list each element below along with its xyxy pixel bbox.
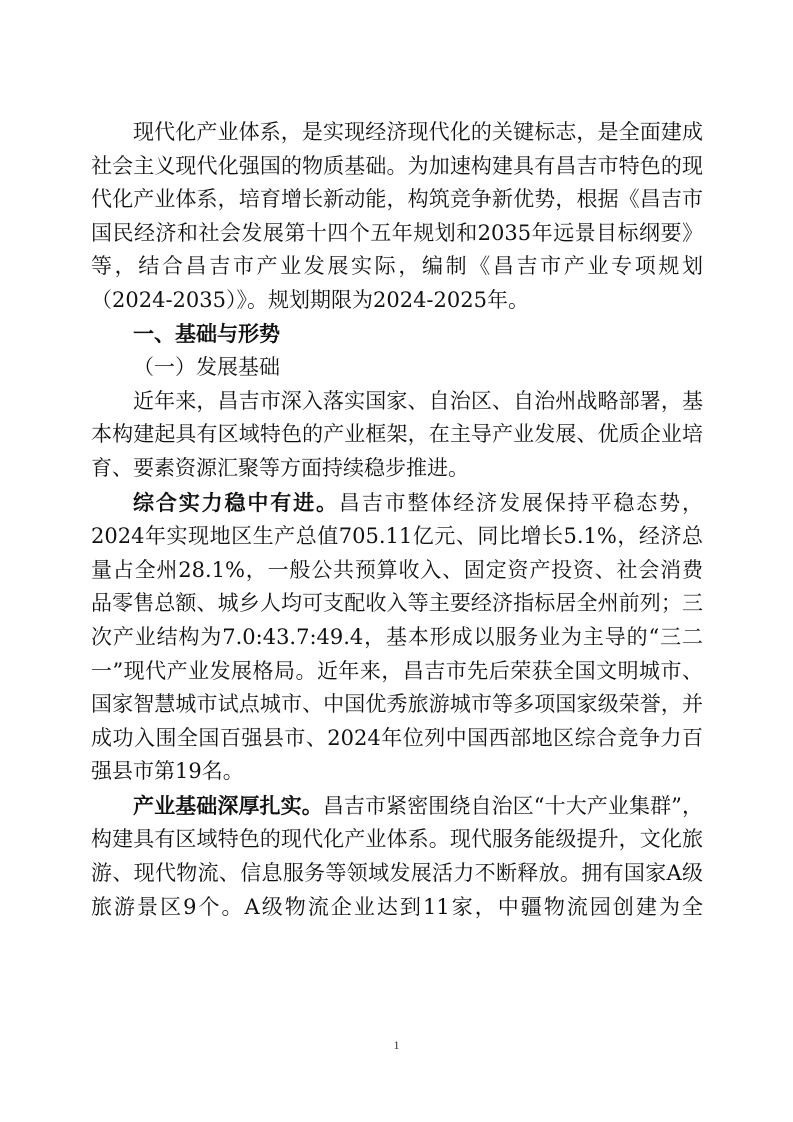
section-heading: 一、基础与形势 (133, 321, 280, 346)
intro-paragraph: 现代化产业体系，是实现经济现代化的关键标志，是全面建成社会主义现代化强国的物质基础。为加速构建具有昌吉市特色的现代化产业体系，培育增长新动能，构筑竞争新优势，根据《昌吉市国民经济和社会发展第十四个五年规划和2035年远景目标纲要》等，结合昌吉市产业发展实际，编制《昌吉市产业专项规划（2024-2035）》。规划期限为2024-2025年。 (91, 120, 703, 312)
strength-paragraph (91, 486, 703, 789)
industry-body: 昌吉市紧密围绕自治区“十大产业集群”，构建具有区域特色的现代化产业体系。现代服务能级提升，文化旅游、现代物流、信息服务等领域发展活力不断释放。拥有国家A级旅游景区9个。A级物流企业达到11家，中疆物流园创建为全 (91, 793, 703, 919)
page-number: 1 (393, 1038, 400, 1052)
strength-body: 昌吉市整体经济发展保持平稳态势，2024年实现地区生产总值705.11亿元、同比增长5.1%，经济总量占全州28.1%，一般公共预算收入、固定资产投资、社会消费品零售总额、城乡人均可支配收入等主要经济指标居全州前列；三次产业结构为7.0:43.7:49.4，基本形成以服务业为主导的“三二一”现代产业发展格局。近年来，昌吉市先后荣获全国文明城市、国家智慧城市试点城市、中国优秀旅游城市等多项国家级荣誉，并成功入围全国百强县市、2024年位列中国西部地区综合竞争力百强县市第19名。 (91, 490, 703, 784)
industry-lead: 产业基础深厚扎实。 (133, 792, 323, 818)
foundation-paragraph: 近年来，昌吉市深入落实国家、自治区、自治州战略部署，基本构建起具有区域特色的产业框架，在主导产业发展、优质企业培育、要素资源汇聚等方面持续稳步推进。 (91, 388, 703, 480)
industry-paragraph (91, 789, 703, 924)
document-body (91, 116, 703, 924)
subsection-heading: （一）发展基础 (133, 355, 280, 380)
strength-lead: 综合实力稳中有进。 (133, 489, 339, 515)
